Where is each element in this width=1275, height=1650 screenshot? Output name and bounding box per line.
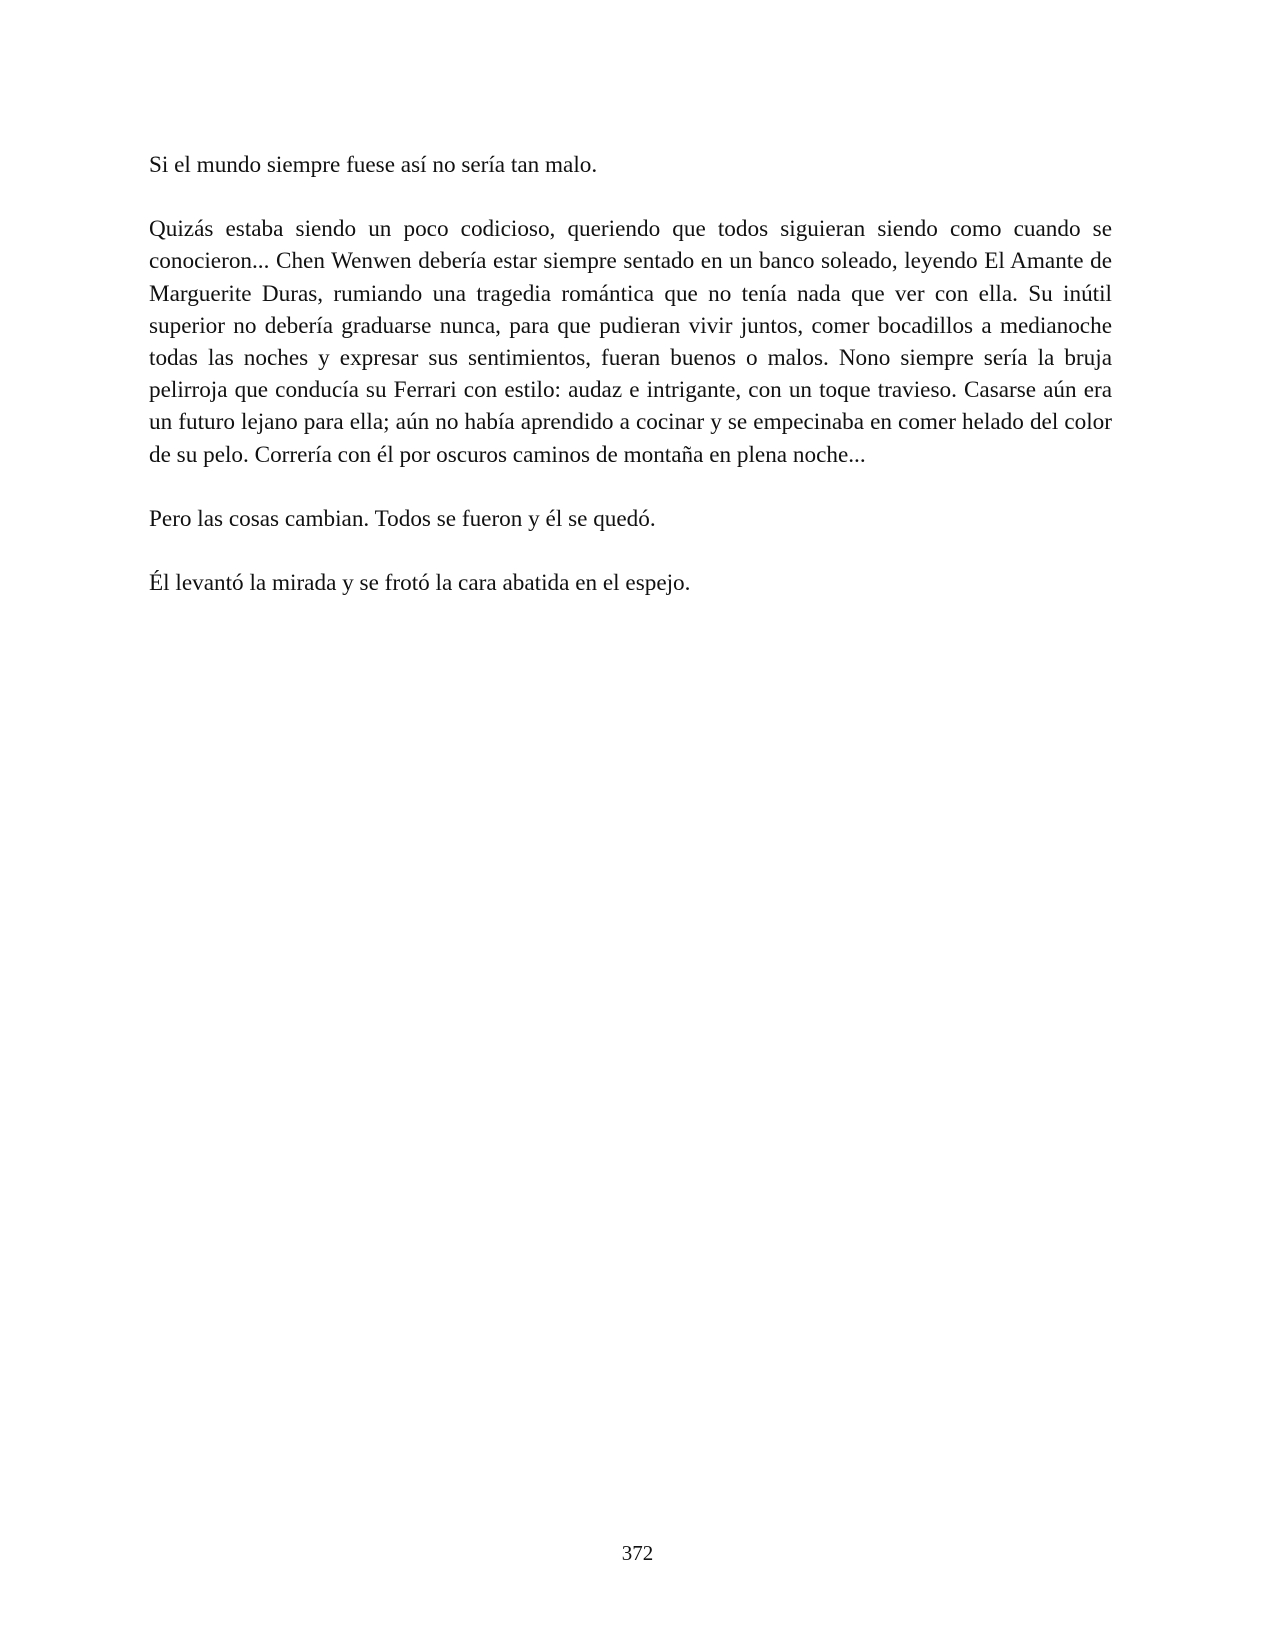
- paragraph-1: Si el mundo siempre fuese así no sería tan malo.: [149, 152, 598, 178]
- paragraph-3: Pero las cosas cambian. Todos se fueron y él se quedó.: [149, 505, 656, 532]
- page-number: 372: [621, 1541, 654, 1565]
- paragraph-4: Él levantó la mirada y se frotó la cara abatida en el espejo.: [149, 570, 691, 597]
- paragraph-2: Quizás estaba siendo un poco codicioso, queriendo que todos siguieran siendo como cuando se conocieron... Chen Wenwen debería estar siempre sentado en un banco soleado, leyendo El Amante de Marguerite Duras, rumiando una tragedia romántica que no tenía nada que ver con ella. Su inútil superior no debería graduarse nunca, para que pudieran vivir juntos, comer bocadillos a medianoche todas las noches y expresar sus sentimientos, fueran buenos o malos. Nono siempre sería la bruja pelirroja que conducía su Ferrari con estilo: audaz e intrigante, con un toque travieso. Casarse aún era un futuro lejano para ella; aún no había aprendido a cocinar y se empecinaba en comer helado del color de su pelo. Correría con él por oscuros caminos de montaña en plena noche...: [149, 216, 1112, 468]
- body-text: [149, 149, 1112, 631]
